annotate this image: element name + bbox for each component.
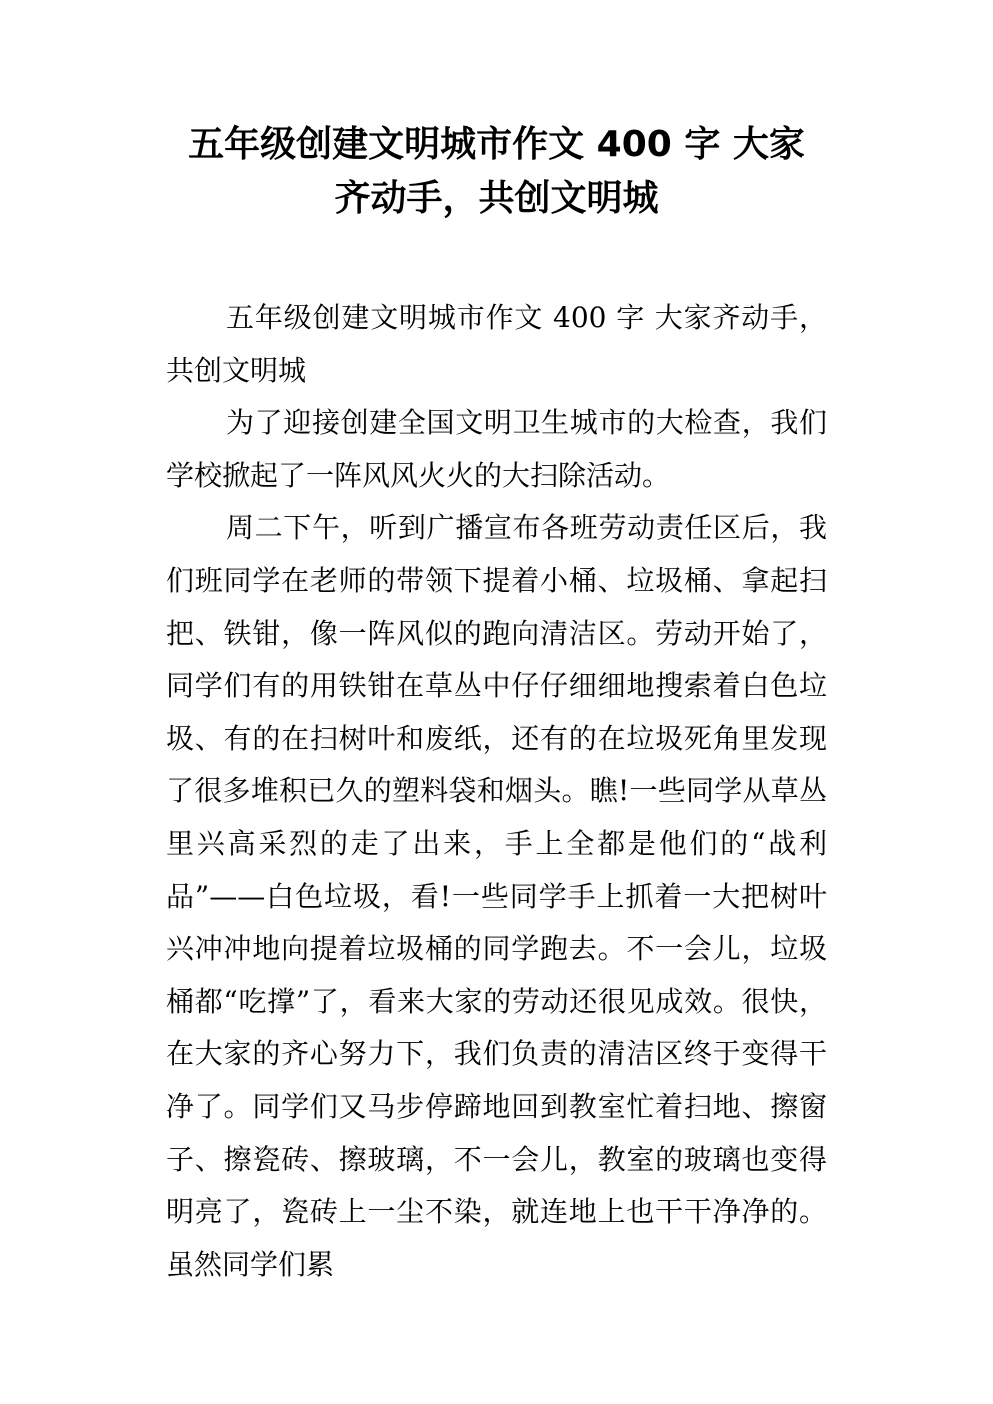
paragraph-subtitle: 五年级创建文明城市作文 400 字 大家齐动手，共创文明城: [166, 301, 827, 387]
document-title: [140, 118, 853, 226]
document-body: [166, 292, 827, 1291]
paragraph-main: 周二下午，听到广播宣布各班劳动责任区后，我们班同学在老师的带领下提着小桶、垃圾桶、拿起扫把、铁钳，像一阵风似的跑向清洁区。劳动开始了，同学们有的用铁钳在草丛中仔仔细细地搜索着白色垃圾、有的在扫树叶和废纸，还有的在垃圾死角里发现了很多堆积已久的塑料袋和烟头。瞧!一些同学从草丛里兴高采烈的走了出来，手上全都是他们的“战利品”——白色垃圾，看!一些同学手上抓着一大把树叶兴冲冲地向提着垃圾桶的同学跑去。不一会儿，垃圾桶都“吃撑”了，看来大家的劳动还很见成效。很快，在大家的齐心努力下，我们负责的清洁区终于变得干净了。同学们又马步停蹄地回到教室忙着扫地、擦窗子、擦瓷砖、擦玻璃，不一会儿，教室的玻璃也变得明亮了，瓷砖上一尘不染，就连地上也干干净净的。虽然同学们累: [166, 511, 827, 1281]
title-line-2: 齐动手，共创文明城: [334, 178, 659, 219]
title-line-1: 五年级创建文明城市作文 400 字 大家: [188, 124, 805, 165]
paragraph-intro: 为了迎接创建全国文明卫生城市的大检查，我们学校掀起了一阵风风火火的大扫除活动。: [166, 406, 827, 492]
